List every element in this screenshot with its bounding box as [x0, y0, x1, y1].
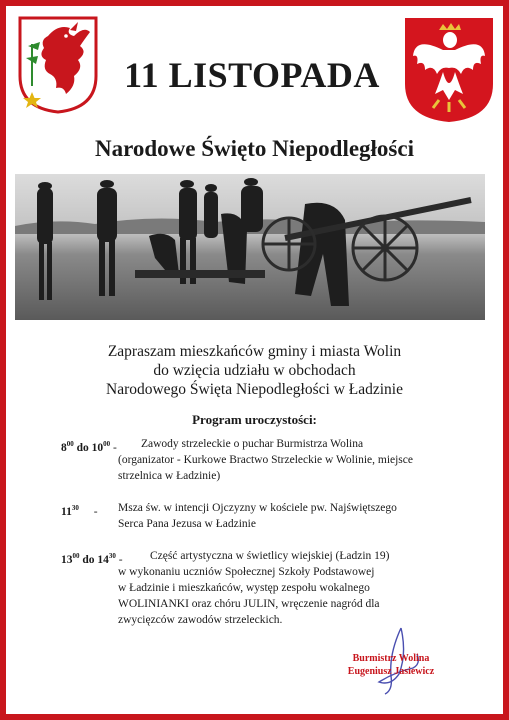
program-time: $11^{30}$ - — [61, 504, 98, 518]
invitation-line: Narodowego Święta Niepodległości w Ładzinie — [106, 381, 403, 398]
historical-photo — [15, 174, 485, 320]
signature-block — [326, 652, 456, 678]
invitation-text — [6, 342, 503, 399]
program-line: WOLINIANKI oraz chóru JULIN, wręczenie nagród dla — [118, 598, 380, 610]
program-line: Zawody strzeleckie o puchar Burmistrza Wolina — [141, 438, 364, 450]
event-subtitle: Narodowe Święto Niepodległości — [94, 136, 414, 161]
program-line: Msza św. w intencji Ojczyzny w kościele pw. Najświętszego — [118, 502, 397, 514]
invitation-line: Zapraszam mieszkańców gminy i miasta Wolin — [107, 343, 402, 360]
program-title: Program uroczystości: — [192, 412, 317, 427]
program-time: $13^{00}$ do $14^{30}$ - — [61, 552, 123, 566]
program-line: zwycięzców zawodów strzeleckich. — [118, 614, 283, 626]
program-line: (organizator - Kurkowe Bractwo Strzeleckie w Wolinie, miejsce — [118, 454, 413, 466]
program-line: w wykonaniu uczniów Społecznej Szkoły Podstawowej — [118, 566, 375, 578]
white-eagle-crest-icon — [403, 16, 495, 124]
griffin-crest-icon — [18, 16, 98, 114]
program-line: strzelnica w Ładzinie) — [118, 470, 221, 482]
program-line: w Ładzinie i mieszkańców, występ zespołu wokalnego — [118, 582, 370, 594]
event-date-title: 11 LISTOPADA — [124, 55, 380, 95]
program-time: $8^{00}$ do $10^{00}$ - — [61, 440, 117, 454]
program-line: Część artystyczna w świetlicy wiejskiej (Ładzin 19) — [150, 550, 390, 562]
signatory-title: Burmistrz Wolina — [352, 653, 430, 664]
program-line: Serca Pana Jezusa w Ładzinie — [118, 518, 256, 530]
poster — [6, 6, 503, 714]
signatory-name: Eugeniusz Jasiewicz — [347, 666, 435, 677]
invitation-line: do wzięcia udziału w obchodach — [153, 362, 356, 379]
